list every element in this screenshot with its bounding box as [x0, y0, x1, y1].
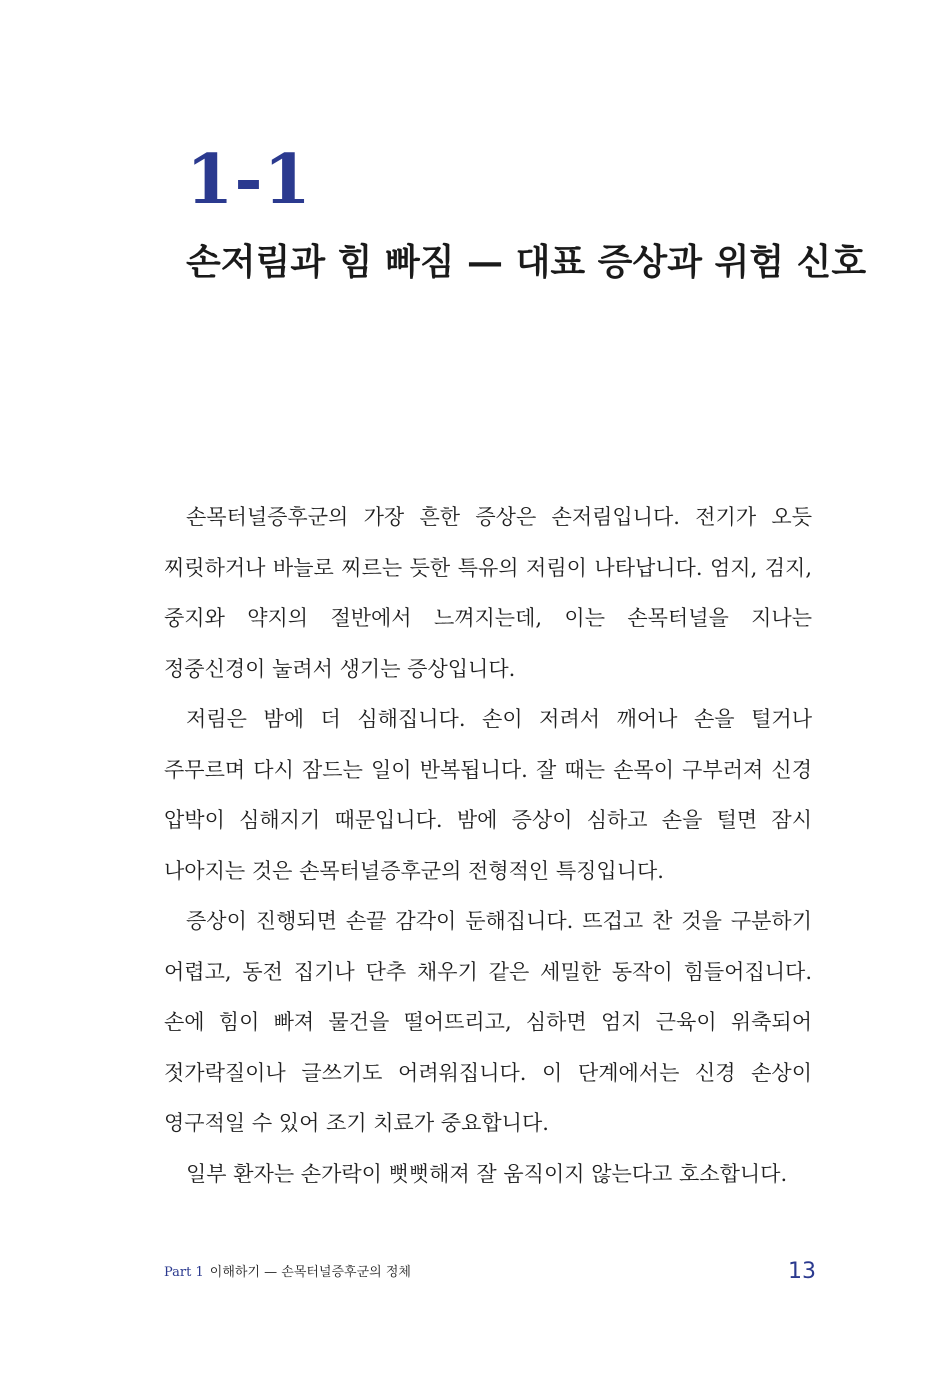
paragraph-4: 일부 환자는 손가락이 뻣뻣해져 잘 움직이지 않는다고 호소합니다. — [186, 1161, 788, 1186]
running-head — [164, 1264, 411, 1282]
part-label: Part 1 — [164, 1265, 204, 1280]
page-footer — [164, 1258, 816, 1288]
chapter-title: 손저림과 힘 빠짐 — 대표 증상과 위험 신호 — [186, 241, 867, 283]
paragraph-3: 증상이 진행되면 손끝 감각이 둔해집니다. 뜨겁고 찬 것을 구분하기 어렵고, 동전 집기나 단추 채우기 같은 세밀한 동작이 힘들어집니다. 손에 힘이 빠져 물건을 떨어뜨리고, 심하면 엄지 근육이 위축되어 젓가락질이나 글쓰기도 어려워집니다. 이 단계에서는 신경 손상이 영구적일 수 있어 조기 치료가 중요합니다. — [164, 909, 812, 1135]
body-text — [164, 492, 812, 1199]
paragraph-1: 손목터널증후군의 가장 흔한 증상은 손저림입니다. 전기가 오듯 찌릿하거나 바늘로 찌르는 듯한 특유의 저림이 나타납니다. 엄지, 검지, 중지와 약지의 절반에서 느껴지는데, 이는 손목터널을 지나는 정중신경이 눌려서 생기는 증상입니다. — [164, 505, 812, 681]
section-label: 이해하기 — 손목터널증후군의 정체 — [209, 1265, 411, 1280]
page-number: 13 — [788, 1259, 816, 1284]
chapter-number: 1-1 — [186, 140, 312, 220]
paragraph-2: 저림은 밤에 더 심해집니다. 손이 저려서 깨어나 손을 털거나 주무르며 다시 잠드는 일이 반복됩니다. 잘 때는 손목이 구부러져 신경 압박이 심해지기 때문입니다. 밤에 증상이 심하고 손을 털면 잠시 나아지는 것은 손목터널증후군의 전형적인 특징입니다. — [164, 707, 812, 883]
